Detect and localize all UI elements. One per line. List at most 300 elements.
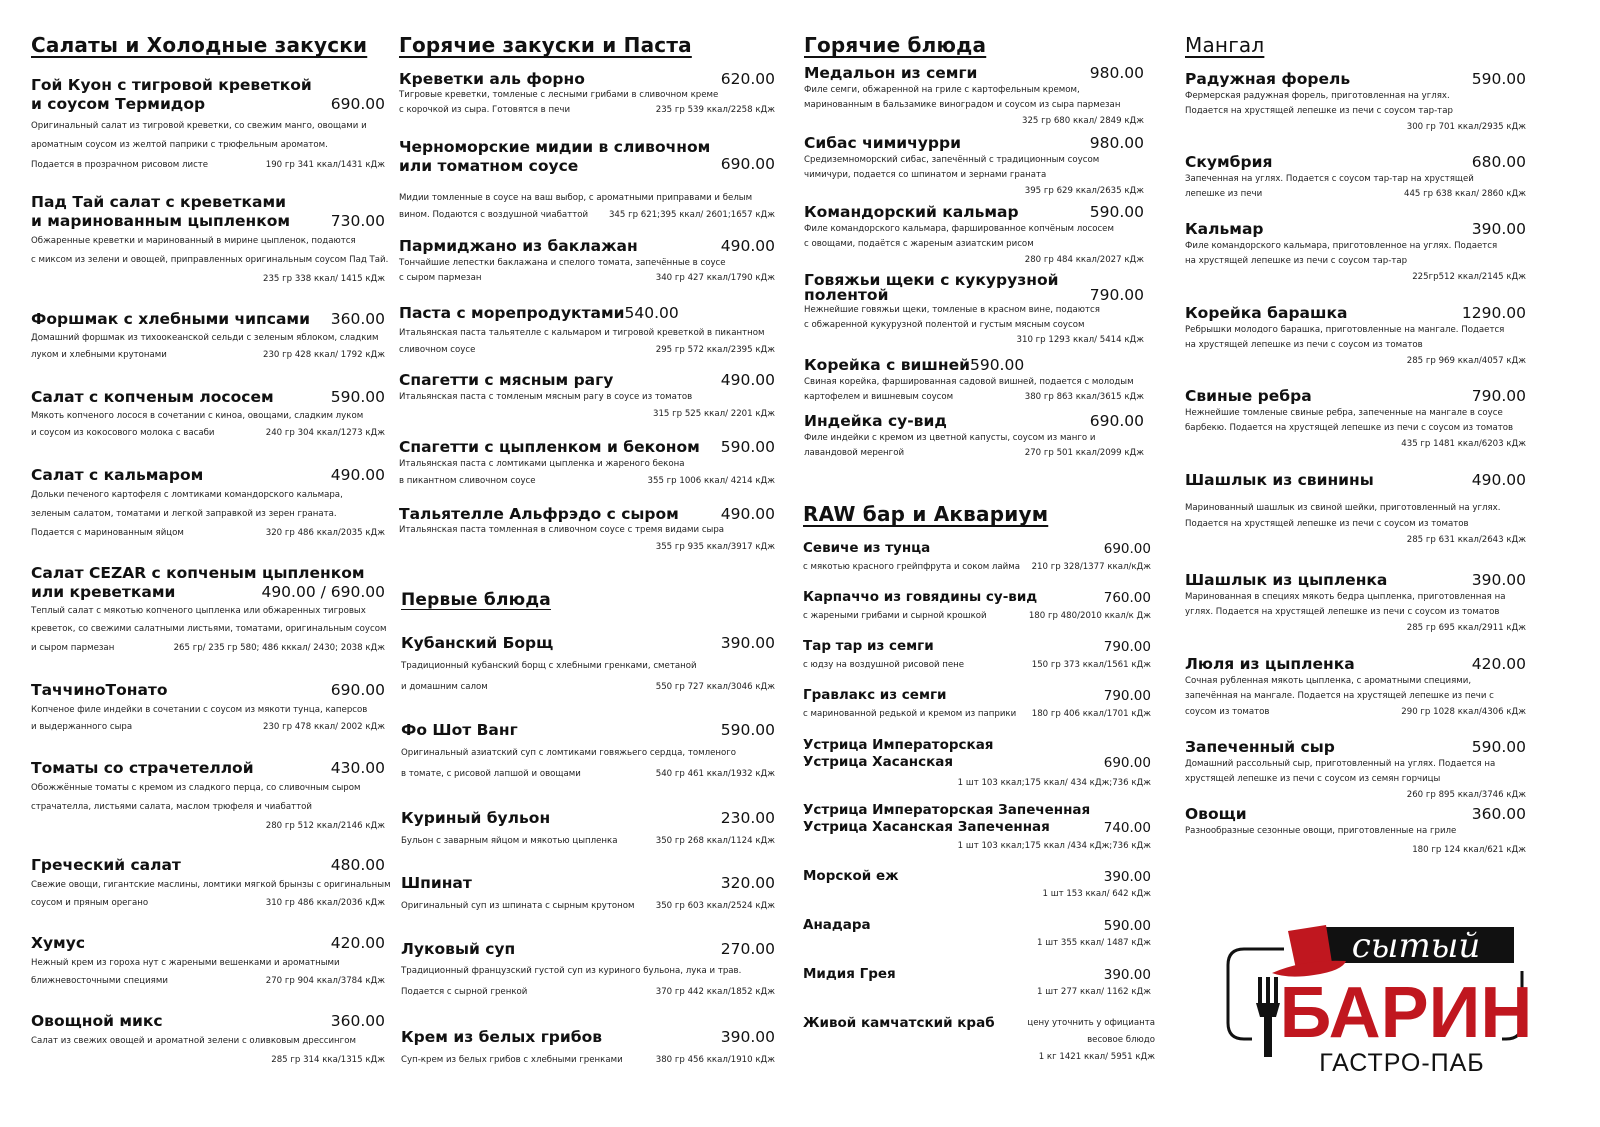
item-weight: 380 гр 863 ккал/3615 кДж [1024,392,1144,402]
menu-item [804,273,1144,348]
item-price: 690.00 [720,155,775,173]
item-description: страчателла, листьями салата, маслом трюфеля и чиабаттой [31,802,312,812]
item-name: Морской еж [803,868,899,884]
item-description: в пикантном сливочном соусе [399,476,536,486]
item-weight: 310 гр 486 ккал/2036 кДж [265,898,385,908]
item-name: Скумбрия [1185,153,1273,171]
item-name: Салат с копченым лососем [31,388,274,406]
item-description: вином. Подаются с воздушной чиабаттой [399,210,589,220]
item-weight: 310 гр 1293 ккал/ 5414 кДж [1016,335,1144,345]
item-weight: 355 гр 1006 ккал/ 4214 кДж [647,476,775,486]
menu-item [803,917,1151,951]
item-price: 390.00 [1471,220,1526,238]
item-name: Индейка су-вид [804,412,947,430]
item-name: Говяжьи щеки с кукурузной [804,271,1059,289]
item-description: Копченое филе индейки в сочетании с соусом из мякоти тунца, каперсов [31,705,368,715]
item-name: Салат CEZAR с копченым цыпленком [31,564,365,582]
item-name: Тар тар из семги [803,638,934,654]
section-title-hot-starters: Горячие закуски и Паста [399,33,692,57]
item-name: Греческий салат [31,856,181,874]
item-name: Шашлык из свинины [1185,471,1374,489]
item-name: Овощи [1185,805,1247,823]
item-price: 490.00 [720,237,775,255]
item-description: луком и хлебными крутонами [31,350,167,360]
menu-item [401,809,775,849]
item-description: маринованным в бальзамике виноградом и соусом из сыра пармезан [804,100,1121,110]
menu-item [803,868,1151,902]
menu-item [1185,738,1526,803]
menu-item [803,638,1151,673]
section-title-salads: Салаты и Холодные закуски [31,33,368,57]
item-description: Филе индейки с кремом из цветной капусты, соусом из манго и [804,433,1096,443]
item-weight: 1 шт 355 ккал/ 1487 кДж [1037,938,1151,948]
item-name: Шпинат [401,874,472,892]
item-price: 360.00 [330,310,385,328]
item-description: соусом и пряным орегано [31,898,149,908]
item-description: Подается с маринованным яйцом [31,528,184,538]
item-description: Теплый салат с мякотью копченого цыпленка или обжаренных тигровых [31,606,366,616]
item-weight: 230 гр 478 ккал/ 2002 кДж [263,722,385,732]
menu-item [804,412,1144,461]
menu-item [399,237,775,286]
item-weight: 300 гр 701 ккал/2935 кДж [1406,122,1526,132]
item-description: с жареными грибами и сырной крошкой [803,611,987,621]
item-name: Радужная форель [1185,70,1351,88]
item-weight: 1 шт 103 ккал;175 ккал /434 кДж;736 кДж [957,841,1151,851]
item-price: 790.00 [1471,387,1526,405]
item-price: 230.00 [720,809,775,827]
item-description: на хрустящей лепешке из печи с соусом тар-тар [1185,256,1408,266]
item-weight: 230 гр 428 ккал/ 1792 кДж [263,350,385,360]
item-description: Тигровые креветки, томленые с лесными грибами в сливочном креме [399,90,719,100]
item-description: и выдержанного сыра [31,722,133,732]
item-weight: 180 гр 480/2010 ккал/к Дж [1028,611,1151,621]
item-description: Мякоть копченого лосося в сочетании с киноа, овощами, сладким луком [31,411,364,421]
item-weight: 1 кг 1421 ккал/ 5951 кДж [1038,1052,1155,1062]
item-name: Фо Шот Ванг [401,721,518,739]
menu-item [1185,153,1526,202]
item-weight: 285 гр 695 ккал/2911 кДж [1406,623,1526,633]
item-description: Подается на хрустящей лепешке из печи с соусом тар-тар [1185,106,1453,116]
item-weight: 270 гр 501 ккал/2099 кДж [1024,448,1144,458]
item-description: с мякотью красного грейпфрута и соком лайма [803,562,1021,572]
menu-item [401,1028,775,1068]
item-name: Пад Тай салат с креветками [31,193,287,211]
item-price: 690.00 [1103,541,1151,557]
section-title-grill: Мангал [1185,33,1265,57]
menu-item [31,1012,385,1068]
item-description: Оригинальный азиатский суп с ломтиками говяжьего сердца, томленого [401,748,737,758]
item-name: Кальмар [1185,220,1264,238]
item-description: Суп-крем из белых грибов с хлебными гренками [401,1055,623,1065]
item-weight: 235 гр 338 ккал/ 1415 кДж [263,274,385,284]
item-price: 730.00 [330,212,385,230]
item-name: Карпаччо из говядины су-вид [803,589,1038,605]
item-price: 390.00 [1471,571,1526,589]
item-price: 620.00 [720,70,775,88]
item-name: Устрица Императорская [803,737,994,753]
menu-item [401,940,775,1000]
item-description: Домашний рассольный сыр, приготовленный на углях. Подается на [1185,759,1496,769]
brand-logo [1222,925,1540,1085]
item-weight: 190 гр 341 ккал/1431 кДж [265,160,385,170]
menu-item [399,438,775,489]
item-description: Нежнейшие томленые свиные ребра, запеченные на мангале в соусе [1185,408,1503,418]
item-description: с сыром пармезан [399,273,482,283]
menu-item [401,874,775,914]
item-description: Обжаренные креветки и маринованный в мирине цыпленок, подаются [31,236,356,246]
menu-item [31,466,385,541]
item-weight: 290 гр 1028 ккал/4306 кДж [1401,707,1526,717]
item-description: Домашний форшмак из тихоокеанской сельди с зеленым яблоком, сладким [31,333,379,343]
item-description: соусом из томатов [1185,707,1270,717]
item-price: 590.00 [720,721,775,739]
item-description: Салат из свежих овощей и ароматной зелени с оливковым дрессингом [31,1036,356,1046]
item-weight: 240 гр 304 ккал/1273 кДж [265,428,385,438]
item-price: 690.00 [330,681,385,699]
item-description: ароматным соусом из желтой паприки с трюфельным ароматом. [31,140,328,150]
item-price: 490.00 [330,466,385,484]
item-description: Филе командорского кальмара, фаршированное копчёным лососем [804,224,1114,234]
menu-item [399,70,775,118]
item-name: Форшмак с хлебными чипсами [31,310,310,328]
menu-item [1185,220,1526,285]
item-weight: 210 гр 328/1377 ккал/кДж [1031,562,1151,572]
item-note: цену уточнить у официанта [1027,1018,1155,1028]
menu-item [1185,571,1526,636]
item-weight: 340 гр 427 ккал/1790 кДж [655,273,775,283]
menu-item [1185,471,1526,548]
item-weight: 280 гр 512 ккал/2146 кДж [265,821,385,831]
item-description: лепешке из печи [1185,189,1263,199]
item-price: 1290.00 [1461,304,1526,322]
item-name-line2: Устрица Хасанская [803,754,954,770]
menu-item [31,856,391,911]
menu-item [804,356,1144,405]
item-price: 390.00 [1103,967,1151,983]
item-name-line2: или креветками [31,583,176,601]
item-price: 390.00 [720,634,775,652]
item-price: 690.00 [1089,412,1144,430]
item-price: 790.00 [1089,286,1144,304]
item-name: Овощной микс [31,1012,163,1030]
item-weight: 285 гр 631 ккал/2643 кДж [1406,535,1526,545]
item-description: и домашним салом [401,682,488,692]
item-description: Итальянская паста тальятелле с кальмаром и тигровой креветкой в пикантном [399,328,765,338]
item-description: Обожжённые томаты с кремом из сладкого перца, со сливочным сыром [31,783,361,793]
item-description: барбекю. Подается на хрустящей лепешке из печи с соусом из томатов [1185,423,1514,433]
item-description: и сыром пармезан [31,643,115,653]
item-description: Филе командорского кальмара, приготовленное на углях. Подается [1185,241,1498,251]
menu-item [803,966,1151,1000]
menu-item [31,388,385,441]
item-description: Сочная рубленная мякоть цыпленка, с ароматными специями, [1185,676,1472,686]
item-price: 480.00 [330,856,385,874]
item-price: 590.00 [1471,70,1526,88]
item-price: 760.00 [1103,590,1151,606]
item-name: Командорский кальмар [804,203,1019,221]
item-price: 270.00 [720,940,775,958]
item-name: Спагетти с мясным рагу [399,371,614,389]
item-description: чимичури, подается со шпинатом и зернами граната [804,170,1047,180]
item-description: Свежие овощи, гигантские маслины, ломтики мягкой брынзы с оригинальным [31,880,391,890]
item-price: 590.00 [720,438,775,456]
item-name: Свиные ребра [1185,387,1312,405]
item-weight: 260 гр 895 ккал/3746 кДж [1406,790,1526,800]
item-description: картофелем и вишневым соусом [804,392,954,402]
item-price: 360.00 [1471,805,1526,823]
item-name: Салат с кальмаром [31,466,204,484]
item-name: Томаты со страчетеллой [31,759,254,777]
item-description: Филе семги, обжаренной на гриле с картофельным кремом, [804,85,1080,95]
item-description: Тончайшие лепестки баклажана и спелого томата, запечённые в соусе [399,258,726,268]
item-price: 590.00 [330,388,385,406]
menu-item [401,634,775,695]
item-name: Шашлык из цыпленка [1185,571,1388,589]
item-description: Подается на хрустящей лепешке из печи с соусом из томатов [1185,519,1469,529]
item-weight: 265 гр/ 235 гр 580; 486 кккал/ 2430; 2038 кДж [173,643,385,653]
item-weight: 445 гр 638 ккал/ 2860 кДж [1404,189,1526,199]
item-name: Черноморские мидии в сливочном [399,138,711,156]
item-weight: 350 гр 603 ккал/2524 кДж [655,901,775,911]
menu-item [804,134,1144,199]
item-name: Хумус [31,934,86,952]
menu-item [803,737,1151,791]
menu-item [31,759,385,834]
item-name: Кубанский Борщ [401,634,554,652]
item-weight: 270 гр 904 ккал/3784 кДж [265,976,385,986]
item-name-line2: Устрица Хасанская Запеченная [803,819,1050,835]
item-name: Крем из белых грибов [401,1028,603,1046]
item-weight: 320 гр 486 ккал/2035 кДж [265,528,385,538]
item-description: Бульон с заварным яйцом и мякотью цыпленка [401,836,618,846]
item-name [399,304,775,323]
menu-item [803,1015,1155,1062]
item-description: Итальянская паста с ломтиками цыпленка и жареного бекона [399,459,685,469]
menu-item [31,76,385,173]
item-weight: 315 гр 525 ккал/ 2201 кДж [653,409,775,419]
item-weight: 225гр512 ккал/2145 кДж [1412,272,1526,282]
item-description: Фермерская радужная форель, приготовленная на углях. [1185,91,1450,101]
item-price-inline: 590.00 [969,356,1025,374]
item-weight: 395 гр 629 ккал/2635 кДж [1024,186,1144,196]
menu-item [804,203,1144,268]
item-weight: 350 гр 268 ккал/1124 кДж [655,836,775,846]
item-price: 490.00 [1471,471,1526,489]
item-description: Средиземноморский сибас, запечённый с традиционным соусом [804,155,1100,165]
menu-item [399,138,775,223]
item-name-line2: и соусом Термидор [31,95,206,113]
item-description: Маринованная в специях мякоть бедра цыпленка, приготовленная на [1185,592,1506,602]
item-price: 590.00 [1103,918,1151,934]
menu-item [31,193,389,287]
item-price: 430.00 [330,759,385,777]
item-description: с овощами, подаётся с жареным азиатским рисом [804,239,1034,249]
item-price: 360.00 [330,1012,385,1030]
item-price: 320.00 [720,874,775,892]
item-weight: 1 шт 153 ккал/ 642 кДж [1042,889,1151,899]
item-weight: 550 гр 727 ккал/3046 кДж [655,682,775,692]
item-price: 490.00 / 690.00 [261,583,385,601]
menu-item [803,687,1151,722]
item-weight: 150 гр 373 ккал/1561 кДж [1031,660,1151,670]
item-name: Пармиджано из баклажан [399,237,638,255]
item-description: Разнообразные сезонные овощи, приготовленные на гриле [1185,826,1457,836]
item-price: 490.00 [720,371,775,389]
menu-item [31,681,385,735]
item-name: ТаччиноТонато [31,681,168,699]
item-price: 740.00 [1103,820,1151,836]
item-price-inline: 540.00 [624,304,679,322]
item-description: Подается с сырной гренкой [401,987,528,997]
item-description: ближневосточными специями [31,976,168,986]
menu-item [1185,655,1526,720]
item-name: Луковый суп [401,940,516,958]
item-description: Подается в прозрачном рисовом листе [31,160,209,170]
item-price: 390.00 [1103,869,1151,885]
item-description: с миксом из зелени и овощей, приправленных оригинальным соусом Пад Тай. [31,255,389,265]
item-note: весовое блюдо [1087,1035,1155,1045]
item-name: Медальон из семги [804,64,978,82]
logo-script: сытый [1351,926,1481,966]
item-description: сливочном соусе [399,345,476,355]
item-description: лавандовой меренгой [804,448,905,458]
item-description: с юдзу на воздушной рисовой пене [803,660,965,670]
menu-item [803,589,1151,624]
menu-item [1185,805,1526,858]
item-name: Спагетти с цыпленком и беконом [399,438,700,456]
item-description: с обжаренной кукурузной полентой и густым мясным соусом [804,320,1085,330]
item-description: и соусом из кокосового молока с васаби [31,428,215,438]
item-description: Запеченная на углях. Подается с соусом тар-тар на хрустящей [1185,174,1474,184]
item-name-line2: и маринованным цыпленком [31,212,291,230]
item-weight: 285 гр 314 кка/1315 кДж [271,1055,385,1065]
item-description: Традиционный французский густой суп из куриного бульона, лука и трав. [401,966,742,976]
item-name: Креветки аль форно [399,70,585,88]
item-weight: 285 гр 969 ккал/4057 кДж [1406,356,1526,366]
item-weight: 1 шт 103 ккал;175 ккал/ 434 кДж;736 кДж [957,778,1151,788]
fork-icon [1256,977,1280,1057]
menu-item [31,310,385,363]
item-description: зеленым салатом, томатами и легкой заправкой из зерен граната. [31,509,337,519]
item-name-text: Паста с морепродуктами [399,304,625,322]
menu-item [1185,70,1526,135]
item-description: Оригинальный суп из шпината с сырным крутоном [401,901,635,911]
menu-item [399,505,775,555]
item-description: в томате, с рисовой лапшой и овощами [401,769,581,779]
item-price: 680.00 [1471,153,1526,171]
item-weight: 180 гр 406 ккал/1701 кДж [1031,709,1151,719]
item-price: 390.00 [720,1028,775,1046]
item-name-line2: полентой [804,286,889,304]
item-weight: 235 гр 539 ккал/2258 кДж [655,105,775,115]
item-name [804,356,1144,375]
item-price: 490.00 [720,505,775,523]
menu-item [803,540,1151,575]
item-weight: 180 гр 124 ккал/621 кДж [1412,845,1526,855]
logo-brand: БАРИН [1279,973,1533,1053]
item-description: на хрустящей лепешке из печи с соусом из томатов [1185,340,1423,350]
item-description: с маринованной редькой и кремом из паприки [803,709,1017,719]
item-name-text: Корейка с вишней [804,356,970,374]
item-price: 690.00 [1103,755,1151,771]
item-name: Люля из цыпленка [1185,655,1355,673]
item-description: Ребрышки молодого барашка, приготовленные на мангале. Подается [1185,325,1505,335]
item-description: хрустящей лепешке из печи с соусом из семян горчицы [1185,774,1441,784]
section-title-raw-bar: RAW бар и Аквариум [803,502,1049,526]
item-description: запечённая на мангале. Подается на хрустящей лепешке из печи с [1185,691,1494,701]
item-name: Куриный бульон [401,809,551,827]
item-weight: 280 гр 484 ккал/2027 кДж [1024,255,1144,265]
item-description: Нежнейшие говяжьи щеки, томленые в красном вине, подаются [804,305,1100,315]
logo-graphic [1222,925,1540,1085]
item-description: Мидии томленные в соусе на ваш выбор, с ароматными приправами и белым [399,193,753,203]
menu-item [31,564,385,656]
menu-item [399,304,775,358]
item-name: Тальятелле Альфрэдо с сыром [399,505,679,523]
item-weight: 1 шт 277 ккал/ 1162 кДж [1037,987,1151,997]
menu-item [399,371,775,422]
item-name: Живой камчатский краб [803,1015,995,1031]
item-name: Корейка барашка [1185,304,1348,322]
item-name: Гой Куон с тигровой креветкой [31,76,312,94]
section-title-hot-dishes: Горячие блюда [804,33,987,57]
item-price: 690.00 [330,95,385,113]
item-name: Сибас чимичурри [804,134,961,152]
item-price: 790.00 [1103,688,1151,704]
item-price: 420.00 [330,934,385,952]
menu-item [401,721,775,782]
item-price: 590.00 [1089,203,1144,221]
logo-tagline: ГАСТРО-ПАБ [1319,1049,1485,1077]
item-description: Нежный крем из гороха нут с жареными вешенками и ароматными [31,958,340,968]
item-weight: 295 гр 572 ккал/2395 кДж [655,345,775,355]
item-weight: 325 гр 680 ккал/ 2849 кДж [1022,116,1144,126]
item-weight: 435 гр 1481 ккал/6203 кДж [1401,439,1526,449]
item-price: 790.00 [1103,639,1151,655]
item-weight: 380 гр 456 ккал/1910 кДж [655,1055,775,1065]
item-name: Мидия Грея [803,966,896,982]
menu-item [803,802,1151,854]
item-name: Севиче из тунца [803,540,931,556]
item-name: Запеченный сыр [1185,738,1335,756]
item-name: Анадара [803,917,871,933]
item-price: 980.00 [1089,64,1144,82]
item-description: Дольки печеного картофеля с ломтиками командорского кальмара, [31,490,343,500]
item-price: 420.00 [1471,655,1526,673]
item-description: Традиционный кубанский борщ с хлебными гренками, сметаной [401,661,697,671]
item-name: Гравлакс из семги [803,687,947,703]
item-description: с корочкой из сыра. Готовятся в печи [399,105,571,115]
item-weight: 355 гр 935 ккал/3917 кДж [655,542,775,552]
item-name: Устрица Императорская Запеченная [803,802,1091,818]
item-description: Оригинальный салат из тигровой креветки, со свежим манго, овощами и [31,121,367,131]
item-description: Маринованный шашлык из свиной шейки, приготовленный на углях. [1185,503,1501,513]
item-description: Свиная корейка, фаршированная садовой вишней, подается с молодым [804,377,1134,387]
menu-item [31,934,385,989]
menu-item [804,64,1144,129]
section-title-soups: Первые блюда [401,590,551,610]
item-weight: 345 гр 621;395 ккал/ 2601;1657 кДж [608,210,775,220]
item-weight: 370 гр 442 ккал/1852 кДж [655,987,775,997]
item-name-line2: или томатном соусе [399,157,579,175]
item-price: 590.00 [1471,738,1526,756]
menu-item [1185,304,1526,369]
item-description: Итальянская паста с томленым мясным рагу в соусе из томатов [399,392,693,402]
item-description: Итальянская паста томленная в сливочном соусе с тремя видами сыра [399,525,725,535]
menu-item [1185,387,1526,452]
item-description: углях. Подается на хрустящей лепешке из печи с соусом из томатов [1185,607,1500,617]
